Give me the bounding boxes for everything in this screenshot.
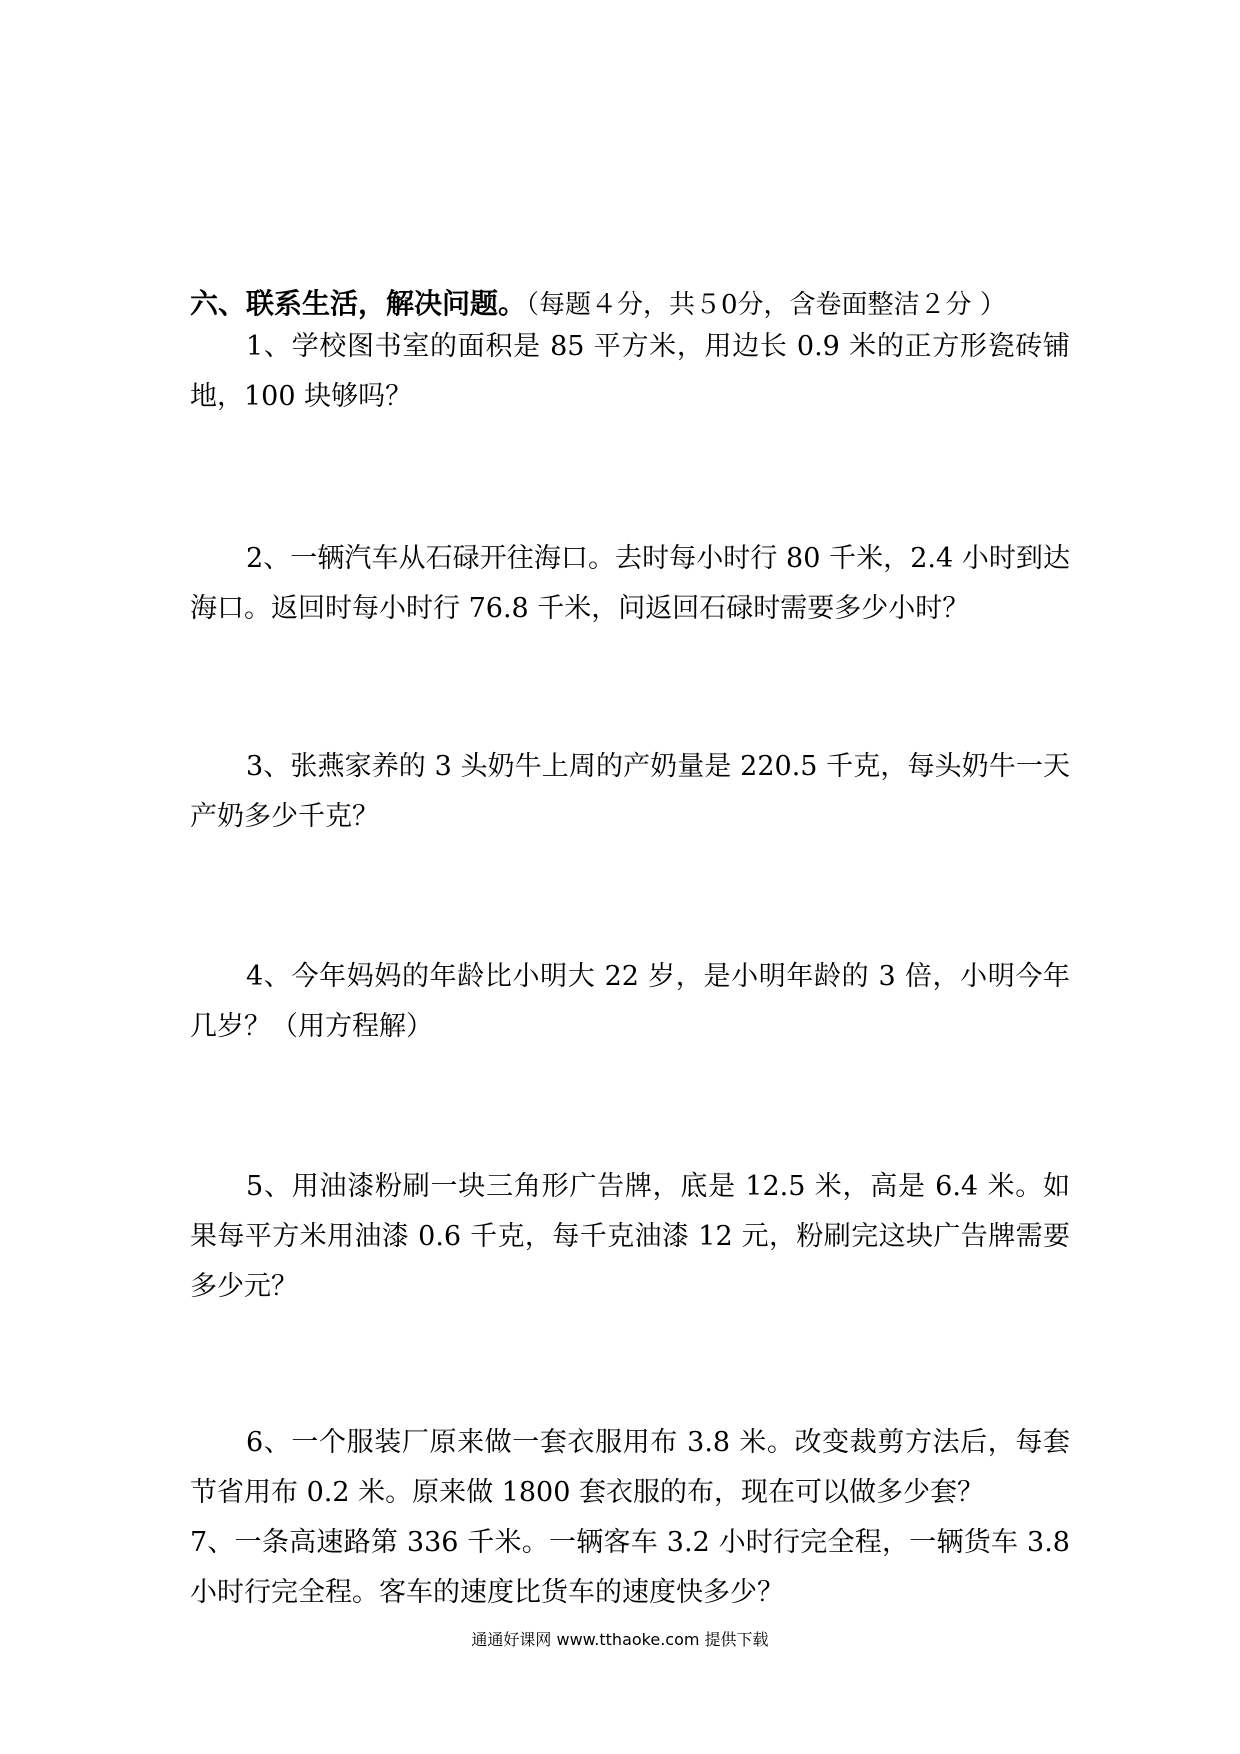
section-scoring-note: （每题４分，共５0分，含卷面整洁２分 ） [526,290,1006,320]
question-3: 3、张燕家养的 3 头奶牛上周的产奶量是 220.5 千克，每头奶牛一天产奶多少千克？ [190,751,1070,832]
question-4: 4、今年妈妈的年龄比小明大 22 岁，是小明年龄的 3 倍，小明今年几岁？（用方程解） [190,961,1070,1042]
section-title: 六、联系生活，解决问题。 [190,287,527,320]
footer-source-note: 通通好课网 www.tthaoke.com 提供下载 [471,1630,769,1649]
question-7: 7、一条高速路第 336 千米。一辆客车 3.2 小时行完全程，一辆货车 3.8 小时行完全程。客车的速度比货车的速度快多少？ [190,1527,1070,1608]
question-5: 5、用油漆粉刷一块三角形广告牌，底是 12.5 米，高是 6.4 米。如果每平方米用油漆 0.6 千克，每千克油漆 12 元，粉刷完这块广告牌需要多少元？ [190,1171,1070,1302]
question-2: 2、一辆汽车从石碌开往海口。去时每小时行 80 千米，2.4 小时到达海口。返回时每小时行 76.8 千米，问返回石碌时需要多少小时？ [190,543,1070,624]
section-heading [190,284,1070,325]
question-6: 6、一个服装厂原来做一套衣服用布 3.8 米。改变裁剪方法后，每套节省用布 0.2 米。原来做 1800 套衣服的布，现在可以做多少套？ [190,1427,1070,1508]
question-1: 1、学校图书室的面积是 85 平方米，用边长 0.9 米的正方形瓷砖铺地，100 块够吗？ [190,331,1070,412]
